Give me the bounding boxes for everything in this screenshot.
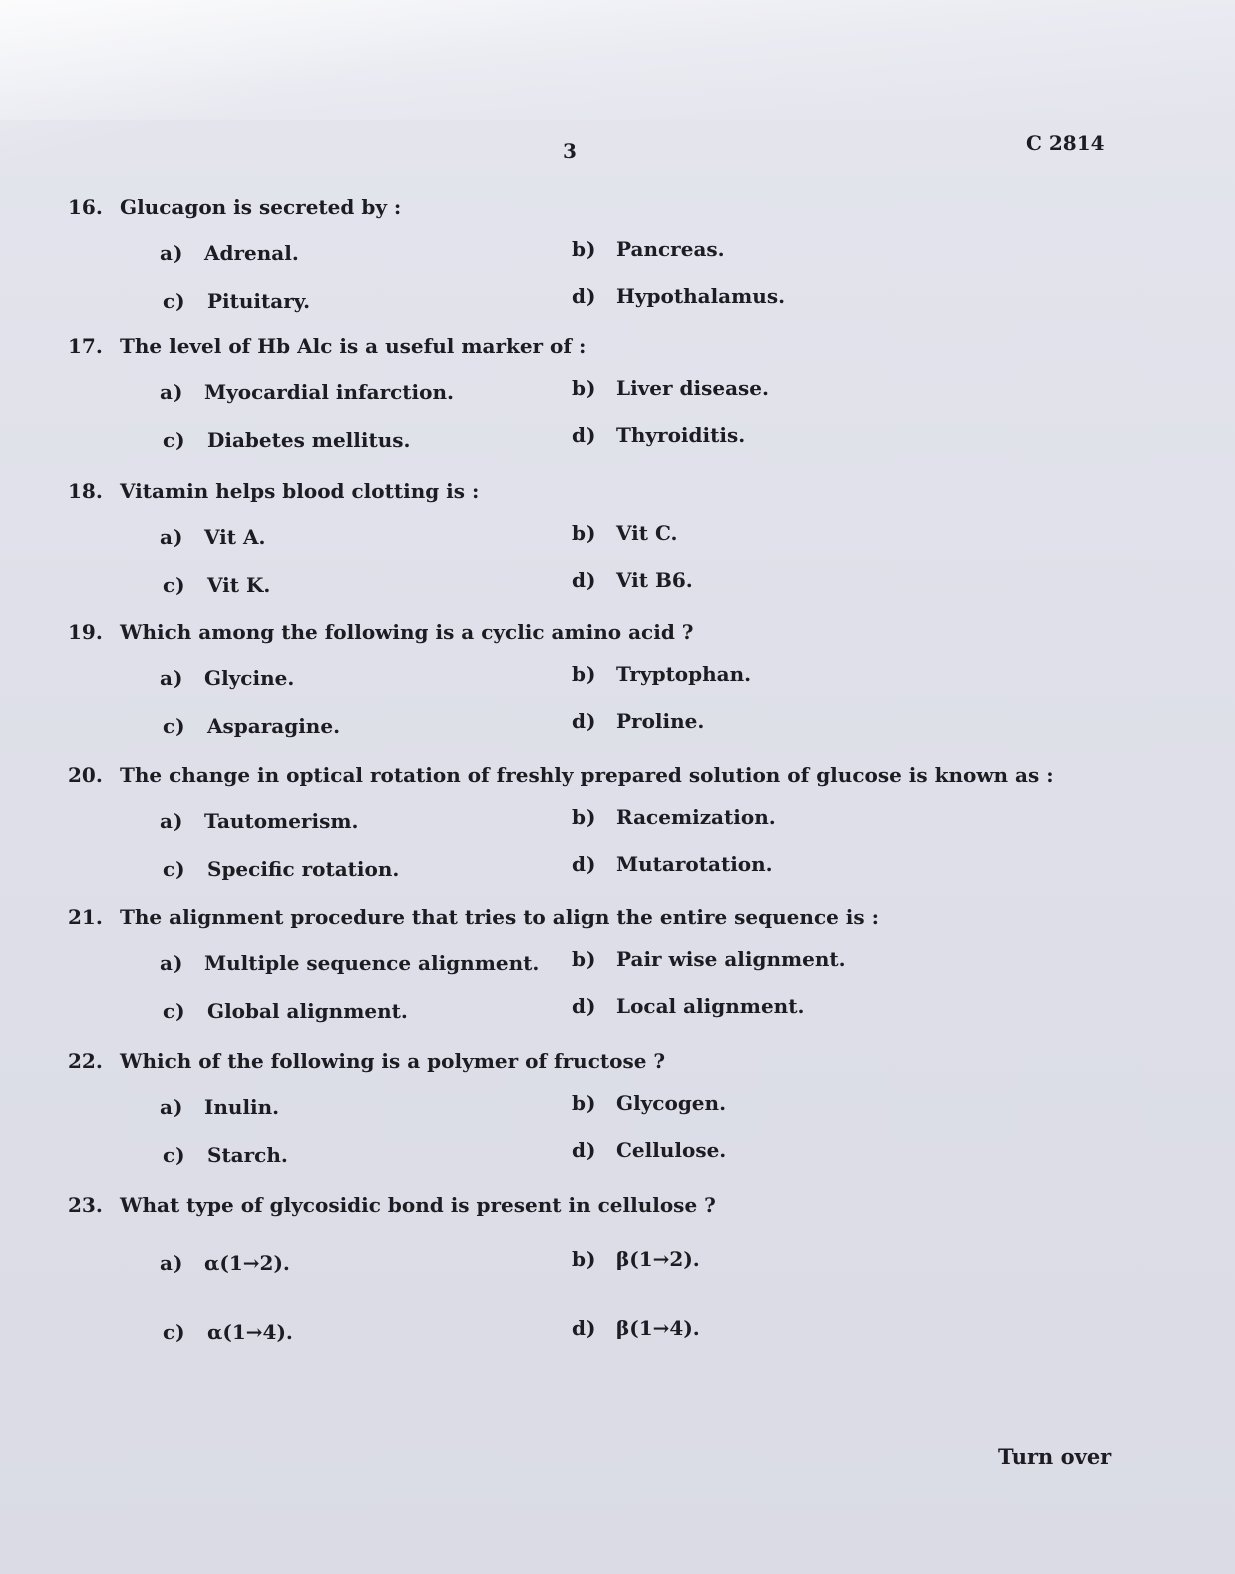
option-d [572, 1316, 700, 1340]
option-b [572, 947, 846, 971]
question-number: 22. [68, 1049, 103, 1073]
option-text: Multiple sequence alignment. [204, 951, 540, 975]
question-number: 21. [68, 905, 103, 929]
option-letter: c) [163, 428, 185, 452]
question-23 [0, 1193, 1235, 1353]
option-b [572, 237, 725, 261]
option-text: Glycine. [204, 666, 295, 690]
paper-fold-shading [0, 0, 1235, 120]
option-letter: d) [572, 568, 596, 592]
question-text: The level of Hb Alc is a useful marker of : [120, 334, 587, 358]
option-b [572, 521, 678, 545]
option-letter: d) [572, 709, 596, 733]
option-letter: d) [572, 994, 596, 1018]
option-letter: c) [163, 857, 185, 881]
option-text: Pancreas. [616, 237, 725, 261]
question-number: 16. [68, 195, 103, 219]
option-letter: a) [160, 1095, 183, 1119]
question-text: The alignment procedure that tries to align the entire sequence is : [120, 905, 880, 929]
option-text: Diabetes mellitus. [207, 428, 411, 452]
question-20 [0, 763, 1235, 913]
option-letter: b) [572, 947, 596, 971]
option-text: Starch. [207, 1143, 288, 1167]
option-letter: d) [572, 852, 596, 876]
option-d [572, 852, 773, 876]
option-text: Adrenal. [204, 241, 299, 265]
question-stem [68, 334, 586, 358]
option-a [160, 666, 294, 690]
option-text: Proline. [616, 709, 705, 733]
option-c [163, 1143, 288, 1167]
option-letter: a) [160, 525, 183, 549]
option-d [572, 994, 804, 1018]
question-stem [68, 763, 1054, 787]
option-letter: a) [160, 380, 183, 404]
question-number: 23. [68, 1193, 103, 1217]
option-text: Racemization. [616, 805, 776, 829]
option-d [572, 709, 704, 733]
option-text: Pair wise alignment. [616, 947, 846, 971]
question-number: 19. [68, 620, 103, 644]
option-text: β(1→4). [616, 1316, 700, 1340]
option-text: Cellulose. [616, 1138, 727, 1162]
question-22 [0, 1049, 1235, 1199]
option-b [572, 1091, 726, 1115]
option-text: Pituitary. [207, 289, 311, 313]
paper-code: C 2814 [1026, 131, 1105, 155]
question-16 [0, 195, 1235, 345]
option-a [160, 525, 265, 549]
option-letter: d) [572, 1316, 596, 1340]
option-letter: c) [163, 1143, 185, 1167]
option-a [160, 1095, 279, 1119]
question-17 [0, 334, 1235, 484]
option-text: Vit C. [616, 521, 678, 545]
option-text: Liver disease. [616, 376, 769, 400]
option-letter: c) [163, 289, 185, 313]
option-letter: c) [163, 714, 185, 738]
question-stem [68, 1193, 716, 1217]
option-letter: a) [160, 1251, 183, 1275]
option-b [572, 1247, 700, 1271]
option-text: Mutarotation. [616, 852, 773, 876]
question-number: 17. [68, 334, 103, 358]
page-number: 3 [563, 139, 577, 163]
option-text: Vit A. [204, 525, 266, 549]
option-d [572, 284, 785, 308]
option-text: Thyroiditis. [616, 423, 746, 447]
question-text: Which among the following is a cyclic amino acid ? [120, 620, 694, 644]
question-18 [0, 479, 1235, 629]
option-letter: c) [163, 1320, 185, 1344]
option-b [572, 805, 776, 829]
question-text: What type of glycosidic bond is present in cellulose ? [120, 1193, 716, 1217]
option-text: Inulin. [204, 1095, 280, 1119]
question-19 [0, 620, 1235, 770]
question-text: Glucagon is secreted by : [120, 195, 402, 219]
option-letter: d) [572, 284, 596, 308]
option-letter: c) [163, 573, 185, 597]
option-text: Asparagine. [207, 714, 341, 738]
option-text: Vit B6. [616, 568, 693, 592]
question-stem [68, 195, 401, 219]
question-text: The change in optical rotation of freshly prepared solution of glucose is known as : [120, 763, 1054, 787]
option-text: Glycogen. [616, 1091, 727, 1115]
option-d [572, 568, 693, 592]
option-letter: b) [572, 521, 596, 545]
option-text: Vit K. [207, 573, 271, 597]
option-text: Hypothalamus. [616, 284, 786, 308]
option-letter: c) [163, 999, 185, 1023]
option-letter: b) [572, 237, 596, 261]
question-stem [68, 905, 879, 929]
question-stem [68, 620, 694, 644]
question-stem [68, 479, 479, 503]
option-letter: a) [160, 809, 183, 833]
option-c [163, 289, 310, 313]
option-c [163, 428, 410, 452]
option-a [160, 380, 454, 404]
option-a [160, 951, 539, 975]
option-text: Tautomerism. [204, 809, 359, 833]
option-c [163, 714, 340, 738]
option-a [160, 241, 299, 265]
option-text: Specific rotation. [207, 857, 400, 881]
option-text: α(1→2). [204, 1251, 290, 1275]
option-c [163, 857, 399, 881]
option-letter: b) [572, 1091, 596, 1115]
option-letter: b) [572, 662, 596, 686]
option-text: Myocardial infarction. [204, 380, 454, 404]
option-text: Local alignment. [616, 994, 805, 1018]
turn-over-label: Turn over [998, 1444, 1112, 1469]
option-c [163, 1320, 293, 1344]
question-text: Vitamin helps blood clotting is : [120, 479, 480, 503]
option-b [572, 662, 751, 686]
question-number: 18. [68, 479, 103, 503]
option-d [572, 423, 745, 447]
option-letter: b) [572, 1247, 596, 1271]
option-c [163, 999, 408, 1023]
option-letter: d) [572, 423, 596, 447]
option-text: α(1→4). [207, 1320, 293, 1344]
option-a [160, 809, 358, 833]
option-letter: a) [160, 951, 183, 975]
option-letter: b) [572, 376, 596, 400]
question-text: Which of the following is a polymer of fructose ? [120, 1049, 666, 1073]
option-letter: a) [160, 666, 183, 690]
option-d [572, 1138, 726, 1162]
option-b [572, 376, 769, 400]
option-a [160, 1251, 290, 1275]
option-text: Global alignment. [207, 999, 408, 1023]
option-c [163, 573, 270, 597]
question-21 [0, 905, 1235, 1055]
option-letter: b) [572, 805, 596, 829]
option-text: Tryptophan. [616, 662, 752, 686]
question-stem [68, 1049, 665, 1073]
option-letter: d) [572, 1138, 596, 1162]
option-text: β(1→2). [616, 1247, 700, 1271]
question-number: 20. [68, 763, 103, 787]
option-letter: a) [160, 241, 183, 265]
